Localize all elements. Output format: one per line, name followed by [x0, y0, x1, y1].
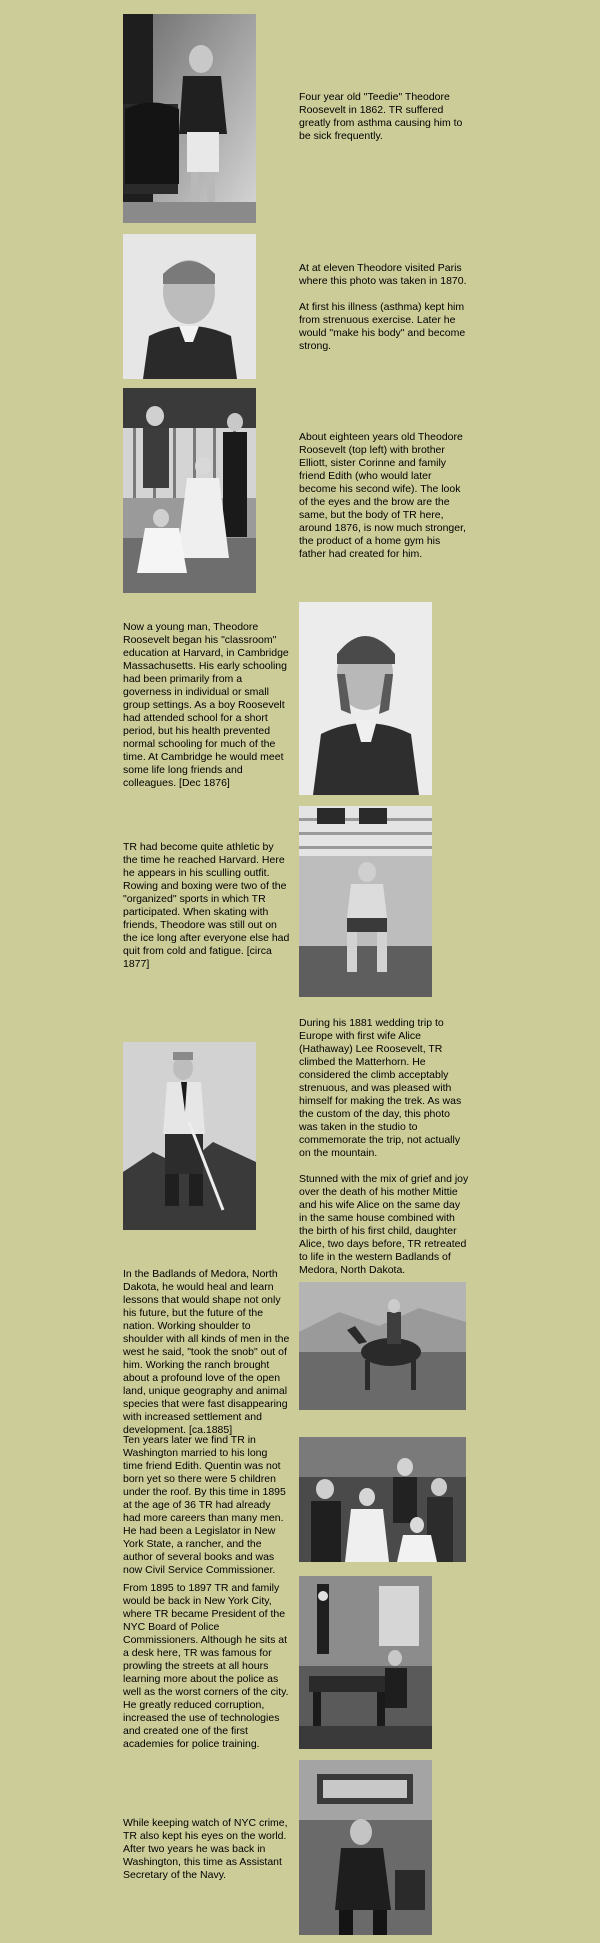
section-1-text — [299, 91, 469, 143]
section-7-text — [123, 1268, 290, 1437]
photo-harvard-1876 — [299, 602, 432, 795]
section-9-text — [123, 1582, 290, 1751]
section-2-paragraph-2: At first his illness (asthma) kept him from strenuous exercise. Later he would "make his body" and become strong. — [299, 301, 466, 352]
section-6-paragraph-2: Stunned with the mix of grief and joy over the death of his mother Mittie and his wife Alice on the same day in the same house combined with the birth of his first child, daughter Alice, two days before, TR retreated to life in the western Badlands of Medora, North Dakota. — [299, 1173, 469, 1276]
photo-badlands-1885 — [299, 1282, 466, 1410]
section-8-paragraph-1: Ten years later we find TR in Washington married to his long time friend Edith. Quentin was not born yet so there were 5 children under the roof. By this time in 1895 at the age of 36 TR had already had more careers than many men. He had been a Legislator in New York State, a rancher, and the author of several books and was now Civil Service Commissioner. — [123, 1434, 286, 1576]
section-9-paragraph-1: From 1895 to 1897 TR and family would be back in New York City, where TR became President of the NYC Board of Police Commissioners. Although he sits at a desk here, TR was famous for prowling the streets at all hours learning more about the police as well as the worst corners of the city. He greatly reduced corruption, increased the use of technologies and created one of the first academies for police training. — [123, 1582, 289, 1750]
photo-teedie-1862 — [123, 14, 256, 223]
section-6-paragraph-1: During his 1881 wedding trip to Europe with first wife Alice (Hathaway) Lee Roosevelt, TR climbed the Matterhorn. He considered the climb acceptably strenuous, and was pleased with himself for making the trek. As was the custom of the day, this photo was taken in the studio to commemorate the trip, not actually on the mountain. — [299, 1017, 462, 1159]
section-1-paragraph-1: Four year old "Teedie" Theodore Roosevelt in 1862. TR suffered greatly from asthma causing him to be sick frequently. — [299, 91, 463, 142]
section-4-text — [123, 621, 290, 790]
section-3-paragraph-1: About eighteen years old Theodore Roosevelt (top left) with brother Elliott, sister Corinne and family friend Edith (who would later become his second wife). The look of the eyes and the brow are the same, but the body of TR here, around 1876, is now much stronger, the product of a home gym his father had created for him. — [299, 431, 466, 560]
section-10-text — [123, 1817, 290, 1882]
photo-paris-1870 — [123, 234, 256, 379]
section-5-paragraph-1: TR had become quite athletic by the time he reached Harvard. Here he appears in his sculling outfit. Rowing and boxing were two of the "organized" sports in which TR participated. When skating with friends, Theodore was still out on the ice long after everyone else had quit from cold and fatigue. [circa 1877] — [123, 841, 290, 970]
photo-family-1895 — [299, 1437, 466, 1562]
section-10-paragraph-1: While keeping watch of NYC crime, TR also kept his eyes on the world. After two years he was back in Washington, this time as Assistant Secretary of the Navy. — [123, 1817, 288, 1881]
photo-navy-secretary — [299, 1760, 432, 1935]
photo-sculling-1877 — [299, 806, 432, 997]
section-4-paragraph-1: Now a young man, Theodore Roosevelt began his "classroom" education at Harvard, in Cambridge Massachusetts. His early schooling had been primarily from a governess in individual or small group settings. As a boy Roosevelt had attended school for a short period, but his health prevented normal schooling for much of the time. At Cambridge he would meet some life long friends and colleagues. [Dec 1876] — [123, 621, 289, 789]
photo-family-1876 — [123, 388, 256, 593]
section-5-text — [123, 841, 290, 971]
section-6-text — [299, 1017, 469, 1277]
photo-police-commissioner — [299, 1576, 432, 1749]
section-8-text — [123, 1434, 290, 1577]
section-3-text — [299, 431, 469, 561]
section-2-text — [299, 262, 469, 353]
photo-matterhorn-1881 — [123, 1042, 256, 1230]
section-2-paragraph-1: At at eleven Theodore visited Paris where this photo was taken in 1870. — [299, 262, 467, 287]
section-7-paragraph-1: In the Badlands of Medora, North Dakota, he would heal and learn lessons that would shape not only his future, but the future of the nation. Working shoulder to shoulder with all kinds of men in the west he said, "took the snob" out of him. Working the ranch brought about a profound love of the open land, unique geography and animal species that were fast disappearing with increased settlement and development. [ca.1885] — [123, 1268, 290, 1436]
